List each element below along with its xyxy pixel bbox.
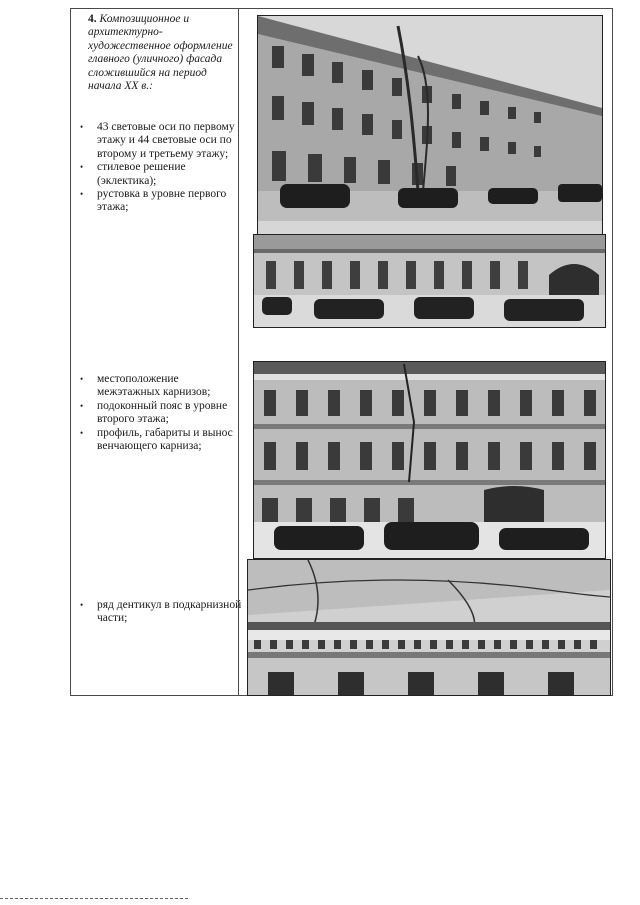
feature-list-2 xyxy=(71,373,238,453)
bullet-icon: • xyxy=(80,600,84,610)
bullet-icon: • xyxy=(80,122,84,132)
list-item: • 43 световые оси по первому этажу и 44 световые оси по второму и третьему этажу; xyxy=(80,121,235,160)
list-item: • стилевое решение (эклектика); xyxy=(80,161,186,187)
footnote-separator xyxy=(0,898,188,899)
list-item: • местоположение межэтажных карнизов; xyxy=(80,373,211,399)
bullet-icon: • xyxy=(80,427,84,438)
building-facade-perspective-photo xyxy=(257,15,603,235)
list-item: • рустовка в уровне первого этажа; xyxy=(80,188,227,214)
bullet-icon: • xyxy=(80,400,84,411)
list-item: • ряд дентикул в подкарнизной части; xyxy=(80,599,242,625)
building-facade-ground-floor-photo xyxy=(253,234,606,328)
list-item: • профиль, габариты и вынос венчающего карниза; xyxy=(80,426,233,453)
feature-list-3 xyxy=(71,599,242,626)
section-number: 4. xyxy=(88,13,97,25)
section-title: Композиционное и архитектурно-художественное оформление главного (уличного) фасада сложившийся на период начала XX в.: xyxy=(88,13,233,93)
building-facade-full-photo xyxy=(253,361,606,559)
section-heading xyxy=(88,13,236,93)
description-column xyxy=(71,9,242,695)
column-divider xyxy=(238,9,239,695)
list-item: • подоконный пояс в уровне второго этажа; xyxy=(80,399,228,426)
bullet-icon: • xyxy=(80,162,84,173)
feature-list-1 xyxy=(71,121,238,215)
cornice-dentils-closeup-photo xyxy=(247,559,611,696)
bullet-icon: • xyxy=(80,374,84,384)
document-table xyxy=(70,8,613,696)
bullet-icon: • xyxy=(80,189,84,200)
